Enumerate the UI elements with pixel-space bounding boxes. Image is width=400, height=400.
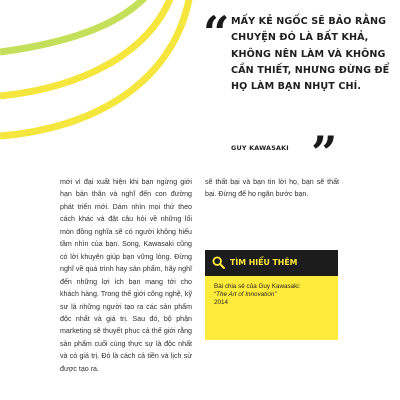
learn-more-title: TÌM HIỂU THÊM (230, 258, 298, 267)
green-arc-stroke (0, 0, 148, 52)
learn-more-box (205, 250, 338, 340)
quote-author: GUY KAWASAKI (231, 144, 289, 152)
source-year: 2014 (214, 298, 229, 306)
pull-quote (203, 6, 393, 180)
learn-more-content (214, 283, 334, 306)
search-icon (212, 256, 225, 269)
source-title: “The Art of Innovation” (214, 290, 277, 298)
body-text-left-column: mới vì đại xuất hiện khi bạn ngừng giới hạn bản thân và nghĩ đến con đường phát triển mới. Dám nhìn mọi thứ theo cách khác và đặt câu hỏi về những lối mòn đồng nghĩa sẽ có người không hiểu tầm nhìn của bạn. Song, Kawasaki cũng có lời khuyên giúp bạn vững lòng. Đừng nghĩ về quá trình hay sản phẩm, hãy nghĩ đến những lợi ích bạn mang tới cho khách hàng. Trong thế giới công nghệ, kỹ sư là những người tạo ra các sản phẩm độc nhất và giá trị. Sau đó, bộ phận marketing sẽ thuyết phục cả thế giới rằng sản phẩm cuối cùng thực sự là độc nhất và có giá trị. Đó là cách cả tiền và lịch sử được tạo ra. (60, 178, 192, 373)
close-quote-mark: ” (311, 126, 338, 180)
source-line: Bài chia sẻ của Guy Kawasaki: (214, 283, 301, 290)
learn-more-header (205, 250, 338, 276)
body-text-right-column: sẽ thất bại và bạn tin lời họ, bạn sẽ thất bại. Đừng để họ ngăn bước bạn. (205, 178, 339, 199)
open-quote-mark: “ (203, 6, 230, 60)
quote-text: MẤY KẺ NGỐC SẼ BẢO RẰNG CHUYỆN ĐÓ LÀ BẤT KHẢ, KHÔNG NÊN LÀM VÀ KHÔNG CẦN THIẾT, NHƯNG ĐỪNG ĐỂ HỌ LÀM BẠN NHỤT CHÍ. (231, 16, 390, 93)
